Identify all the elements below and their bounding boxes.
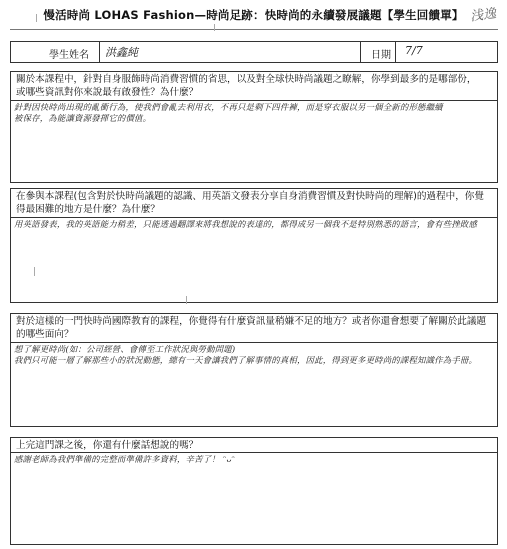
page-title: 慢活時尚 LOHAS Fashion—時尚足跡：快時尚的永續發展議題【學生回饋單】	[43, 8, 464, 22]
date-value[interactable]: 7/7	[405, 44, 423, 57]
answer-text[interactable]: 針對因快時尚出現的亂衝行為，使我們會亂去利用衣，不再只是剩下四件褲，而是穿衣服以另一個全新的形態繼續 被保存，為能讓資源發揮它的價值。	[14, 102, 443, 123]
question-block-4	[10, 437, 498, 545]
student-name-value[interactable]: 洪鑫純	[105, 46, 138, 59]
pen-mark	[34, 267, 35, 276]
question-text: 上完這門課之後，你還有什麼話想說的嗎？	[11, 438, 497, 453]
student-name-label: 學生姓名	[49, 50, 89, 61]
info-divider	[360, 42, 361, 62]
info-divider	[99, 42, 100, 62]
question-text: 對於這樣的一門快時尚國際教育的課程，你覺得有什麼資訊量稍嫌不足的地方？或者你還會想要了解關於此議題 的哪些面向？	[11, 314, 497, 343]
answer-text[interactable]: 感謝老師為我們準備的完整而準備許多資料，辛苦了！ ᵔᴗᵔ	[14, 454, 235, 464]
question-block-3	[10, 313, 498, 427]
question-text: 關於本課程中，針對自身服飾時尚消費習慣的省思，以及對全球快時尚議題之瞭解，你學到最多的是哪部份， 或哪些資訊對你來說最有啟發性？為什麼？	[11, 72, 497, 101]
pen-mark	[186, 296, 187, 304]
date-label: 日期	[371, 50, 391, 61]
answer-text[interactable]: 想了解更時尚(如：公司經營、會傳至工作狀況與勞動問題) 我們只可能一層了解那些小的狀況動態，總有一天會讓我們了解事情的真相，因此，得到更多更時尚的課程知識作為手冊。	[14, 344, 478, 365]
pen-mark	[214, 24, 215, 31]
pen-mark	[36, 14, 37, 22]
question-block-1	[10, 71, 498, 183]
question-block-2	[10, 188, 498, 303]
header-divider	[10, 29, 498, 30]
question-text: 在參與本課程(包含對於快時尚議題的認識、用英語文發表分享自身消費習慣及對快時尚的理解)的過程中，你覺 得最困難的地方是什麼？為什麼？	[11, 189, 497, 218]
info-divider	[395, 42, 396, 62]
answer-text[interactable]: 用英語發表，我的英語能力稍差，只能透過翻譯來將我想說的表達的，都得成另一個我不是特別熟悉的語言，會有些挫敗感	[14, 219, 478, 229]
student-info-row	[10, 41, 498, 63]
handwritten-signature: 浅逸	[469, 6, 498, 25]
